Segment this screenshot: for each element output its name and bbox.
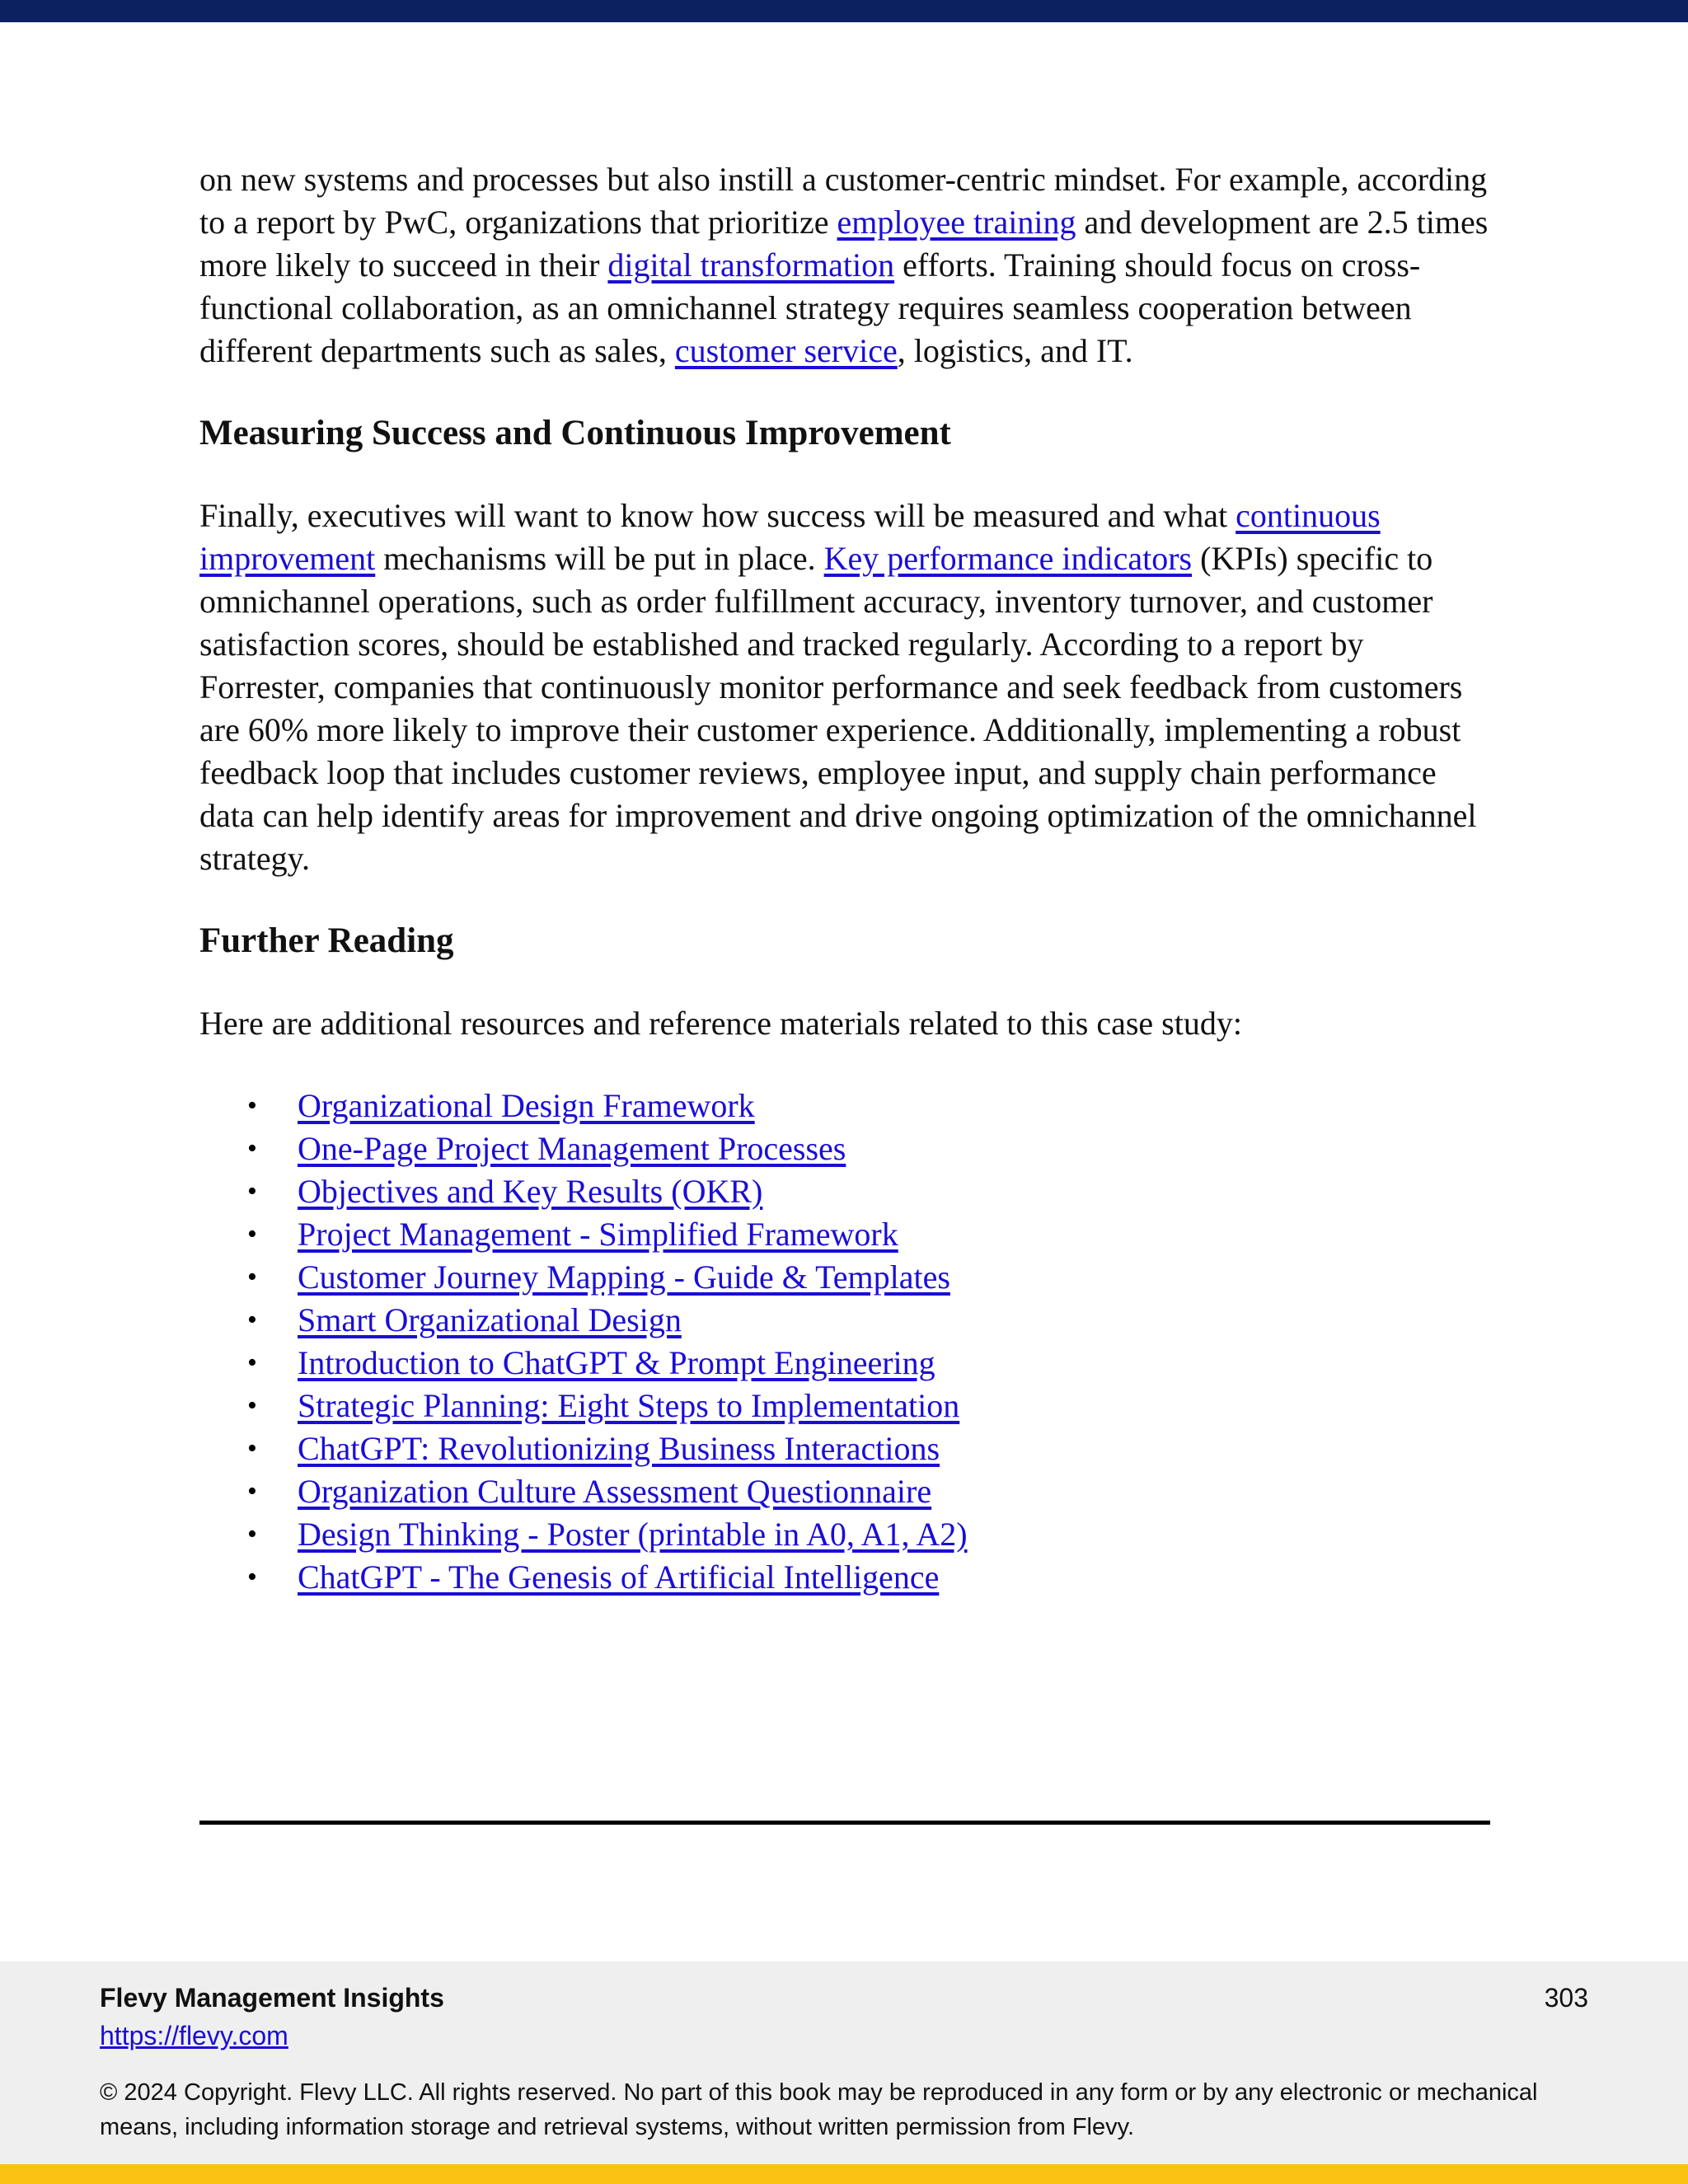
reading-link[interactable]: Strategic Planning: Eight Steps to Implementation	[298, 1387, 960, 1424]
page-number: 303	[1544, 1983, 1588, 2013]
further-reading-intro: Here are additional resources and reference materials related to this case study:	[199, 1005, 1242, 1042]
list-item	[199, 1342, 1493, 1385]
link-customer-service[interactable]: customer service	[674, 332, 898, 369]
bottom-accent-bar	[0, 2164, 1688, 2184]
further-reading-list	[199, 1085, 1493, 1599]
paragraph-text: and development are 2.5 times more likely to succeed in their	[199, 204, 1489, 284]
footer-brand: Flevy Management Insights	[100, 1983, 444, 2013]
reading-link[interactable]: Organization Culture Assessment Questionnaire	[298, 1473, 932, 1510]
list-item	[199, 1385, 1493, 1427]
paragraph-text: mechanisms will be put in place.	[375, 540, 824, 577]
section-heading-measuring-success: Measuring Success and Continuous Improvement	[199, 414, 951, 452]
list-item	[199, 1299, 1493, 1342]
section-heading-further-reading: Further Reading	[199, 921, 454, 960]
reading-link[interactable]: Design Thinking - Poster (printable in A0, A1, A2)	[298, 1516, 968, 1553]
paragraph-text: (KPIs) specific to omnichannel operations, such as order fulfillment accuracy, inventory turnover, and customer satisfaction scores, should be established and tracked regularly. According to a report by Forrester, companies that continuously monitor performance and seek feedback from customers are 60% more likely to improve their customer experience. Additionally, implementing a robust feedback loop that includes customer reviews, employee input, and supply chain performance data can help identify areas for improvement and drive ongoing optimization of the omnichannel strategy.	[199, 540, 1477, 877]
page-footer	[0, 1961, 1688, 2164]
list-item	[199, 1170, 1493, 1213]
copyright-notice: © 2024 Copyright. Flevy LLC. All rights reserved. No part of this book may be reproduced in any form or by any electronic or mechanical means, including information storage and retrieval systems, without written permission from Flevy.	[100, 2079, 1538, 2140]
reading-link[interactable]: Objectives and Key Results (OKR)	[298, 1173, 763, 1210]
paragraph-text: efforts. Training should focus on cross-functional collaboration, as an omnichannel strategy requires seamless cooperation between different departments such as sales,	[199, 246, 1421, 369]
link-continuous-improvement[interactable]: continuous improvement	[199, 497, 1381, 577]
link-key-performance-indicators[interactable]: Key performance indicators	[823, 540, 1193, 577]
section-divider	[199, 1821, 1490, 1825]
page-content	[199, 158, 1493, 1599]
reading-link[interactable]: Organizational Design Framework	[298, 1087, 755, 1124]
reading-link[interactable]: ChatGPT: Revolutionizing Business Interactions	[298, 1430, 940, 1467]
link-digital-transformation[interactable]: digital transformation	[607, 246, 895, 284]
list-item	[199, 1427, 1493, 1470]
reading-link[interactable]: Introduction to ChatGPT & Prompt Engineering	[298, 1344, 935, 1381]
list-item	[199, 1513, 1493, 1556]
list-item	[199, 1556, 1493, 1599]
paragraph-text: on new systems and processes but also instill a customer-centric mindset. For example, according to a report by PwC, organizations that prioritize	[199, 161, 1488, 241]
top-accent-bar	[0, 0, 1688, 22]
footer-url-link[interactable]: https://flevy.com	[100, 2021, 288, 2050]
measuring-paragraph	[199, 494, 1493, 880]
paragraph-text: , logistics, and IT.	[897, 332, 1133, 369]
reading-link[interactable]: Smart Organizational Design	[298, 1301, 682, 1338]
reading-link[interactable]: One-Page Project Management Processes	[298, 1130, 846, 1167]
link-employee-training[interactable]: employee training	[837, 204, 1076, 241]
paragraph-text: Finally, executives will want to know how success will be measured and what	[199, 497, 1236, 534]
list-item	[199, 1256, 1493, 1299]
list-item	[199, 1470, 1493, 1513]
list-item	[199, 1127, 1493, 1170]
training-paragraph	[199, 158, 1493, 373]
reading-link[interactable]: Project Management - Simplified Framework	[298, 1216, 898, 1253]
list-item	[199, 1213, 1493, 1256]
reading-link[interactable]: Customer Journey Mapping - Guide & Templates	[298, 1258, 950, 1296]
list-item	[199, 1085, 1493, 1127]
reading-link[interactable]: ChatGPT - The Genesis of Artificial Intelligence	[298, 1558, 940, 1596]
